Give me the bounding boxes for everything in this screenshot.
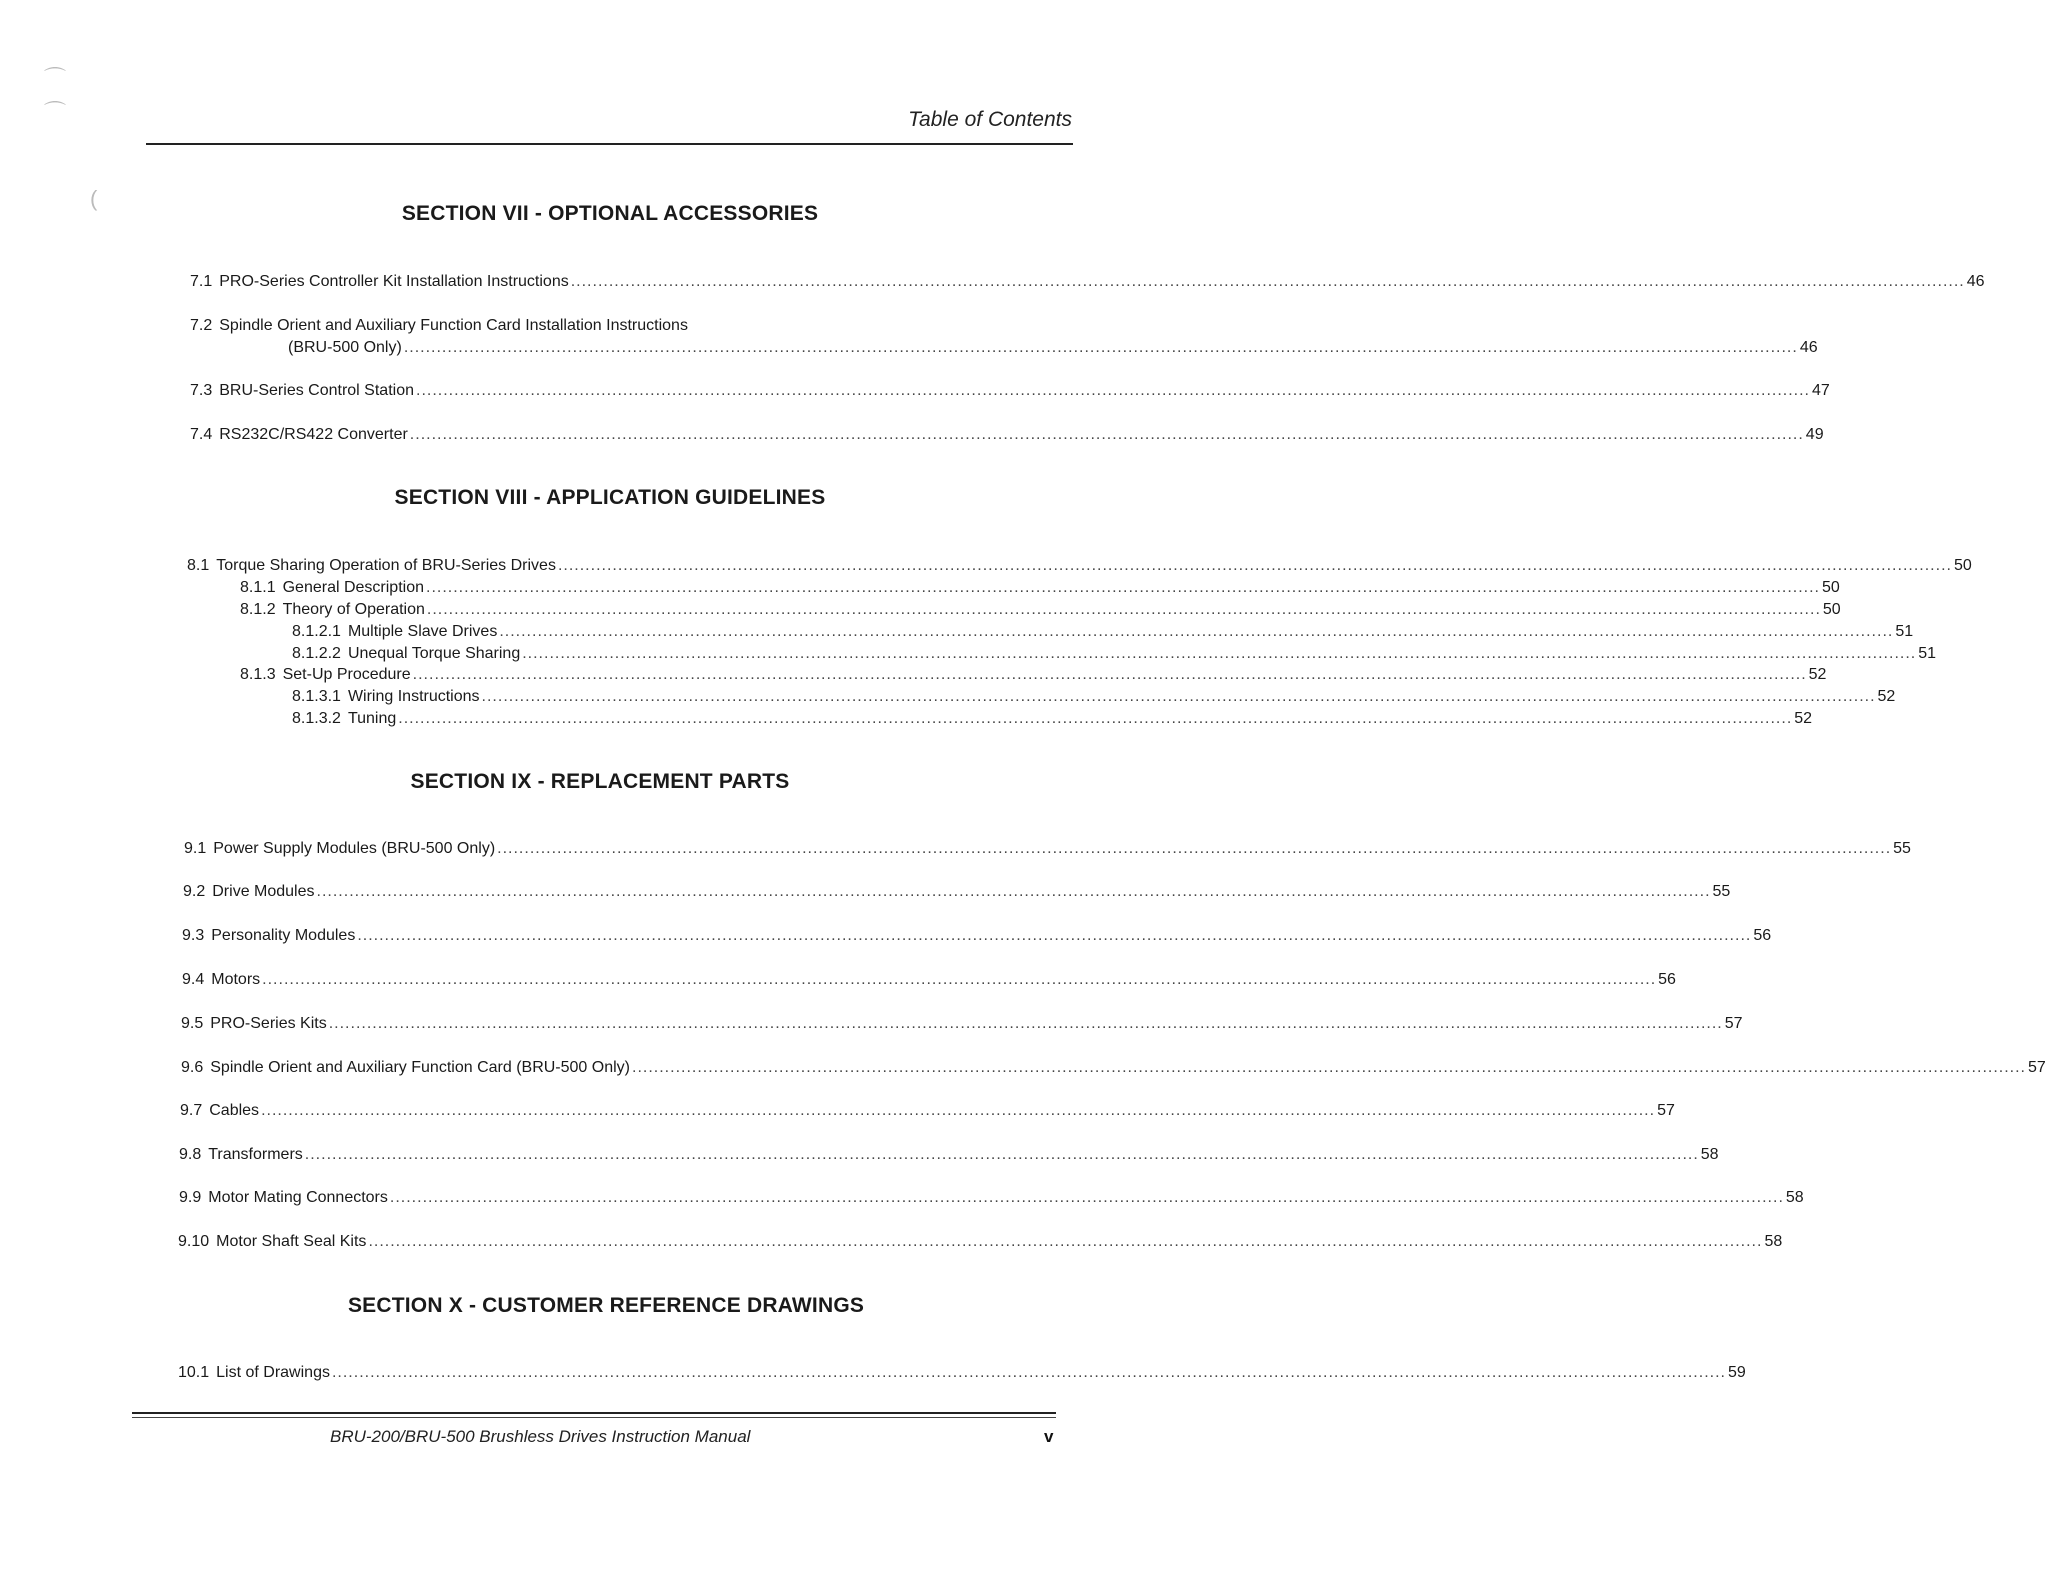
footer-rule xyxy=(132,1412,1056,1414)
toc-entry-number: 7.4 xyxy=(190,426,213,443)
dot-leader: ................................................................................................................................................................................................................................................................ xyxy=(398,710,1793,727)
toc-entry[interactable] xyxy=(292,644,1937,664)
toc-entry-title: Torque Sharing Operation of BRU-Series Drives xyxy=(216,557,556,574)
toc-entry-page: 46 xyxy=(1799,339,1818,356)
toc-entry-page: 57 xyxy=(1657,1102,1675,1119)
toc-entry-number: 8.1 xyxy=(187,557,210,574)
toc-entry-title: Transformers xyxy=(208,1146,303,1163)
page-header-title: Table of Contents xyxy=(908,108,1072,131)
section-heading: SECTION VIII - APPLICATION GUIDELINES xyxy=(394,486,826,509)
dot-leader: ................................................................................................................................................................................................................................................................ xyxy=(403,339,1798,356)
toc-entry-number: 8.1.3.1 xyxy=(292,688,341,705)
dot-leader: ................................................................................................................................................................................................................................................................ xyxy=(416,382,1810,399)
toc-entry-title: Multiple Slave Drives xyxy=(347,623,498,640)
toc-entry-title: Wiring Instructions xyxy=(347,688,480,705)
toc-entry-number: 7.2 xyxy=(190,317,213,334)
toc-entry-number: 9.2 xyxy=(183,883,206,900)
toc-entry-title: General Description xyxy=(282,579,424,596)
toc-entry-page: 52 xyxy=(1794,710,1813,727)
toc-entry-title: RS232C/RS422 Converter xyxy=(219,426,408,443)
dot-leader: ................................................................................................................................................................................................................................................................ xyxy=(261,1102,1656,1119)
toc-entry-title: BRU-Series Control Station xyxy=(219,382,414,399)
dot-leader: ................................................................................................................................................................................................................................................................ xyxy=(481,688,1876,705)
toc-entry-page: 56 xyxy=(1658,971,1676,988)
toc-entry-page: 50 xyxy=(1822,579,1840,596)
section-heading: SECTION IX - REPLACEMENT PARTS xyxy=(410,770,790,793)
toc-entry[interactable] xyxy=(181,1014,1743,1034)
toc-entry-page: 57 xyxy=(1724,1015,1743,1032)
toc-entry[interactable] xyxy=(292,709,1813,729)
toc-entry[interactable] xyxy=(240,578,1840,598)
toc-entry[interactable] xyxy=(240,665,1827,685)
toc-entry-page: 58 xyxy=(1700,1146,1719,1163)
toc-entry-page: 47 xyxy=(1812,382,1830,399)
footer-manual-title: BRU-200/BRU-500 Brushless Drives Instruction Manual xyxy=(330,1427,751,1446)
toc-entry-number: 8.1.2.1 xyxy=(292,623,341,640)
toc-entry-number: 9.3 xyxy=(182,927,205,944)
toc-entry-number: 8.1.2 xyxy=(240,601,276,618)
footer-page-number: v xyxy=(1044,1427,1054,1446)
toc-entry-number: 10.1 xyxy=(178,1364,210,1381)
dot-leader: ................................................................................................................................................................................................................................................................ xyxy=(426,601,1821,618)
footer-rule xyxy=(132,1417,1056,1418)
dot-leader: ................................................................................................................................................................................................................................................................ xyxy=(570,273,1965,290)
toc-entry[interactable] xyxy=(187,556,1972,576)
dot-leader: ................................................................................................................................................................................................................................................................ xyxy=(304,1146,1699,1163)
toc-entry-title: Spindle Orient and Auxiliary Function Card (BRU-500 Only) xyxy=(210,1059,630,1076)
toc-entry[interactable] xyxy=(292,622,1914,642)
dot-leader: ................................................................................................................................................................................................................................................................ xyxy=(632,1059,2026,1076)
dot-leader: ................................................................................................................................................................................................................................................................ xyxy=(357,927,1752,944)
toc-entry-page: 49 xyxy=(1805,426,1824,443)
toc-entry[interactable] xyxy=(178,1232,1783,1252)
section-heading: SECTION X - CUSTOMER REFERENCE DRAWINGS xyxy=(347,1294,865,1317)
toc-entry-title: Unequal Torque Sharing xyxy=(347,645,521,662)
toc-entry-title: Set-Up Procedure xyxy=(282,666,411,683)
toc-entry[interactable] xyxy=(288,338,1818,358)
toc-entry[interactable] xyxy=(183,882,1731,902)
toc-entry-page: 57 xyxy=(2028,1059,2046,1076)
dot-leader: ................................................................................................................................................................................................................................................................ xyxy=(316,883,1711,900)
toc-entry-title: PRO-Series Controller Kit Installation Instructions xyxy=(219,273,569,290)
toc-entry-title: List of Drawings xyxy=(216,1364,330,1381)
toc-entry-number: 8.1.3 xyxy=(240,666,276,683)
toc-entry[interactable] xyxy=(182,926,1772,946)
toc-entry-page: 59 xyxy=(1727,1364,1746,1381)
dot-leader: ................................................................................................................................................................................................................................................................ xyxy=(328,1015,1723,1032)
toc-entry-title-line1: Spindle Orient and Auxiliary Function Card Installation Instructions xyxy=(219,317,688,334)
toc-entry-number: 9.6 xyxy=(181,1059,204,1076)
toc-entry-number: 9.1 xyxy=(184,840,207,857)
toc-entry-wrapped-line xyxy=(190,316,688,336)
toc-entry-page: 51 xyxy=(1918,645,1937,662)
toc-entry-title: Tuning xyxy=(347,710,397,727)
dot-leader: ................................................................................................................................................................................................................................................................ xyxy=(522,645,1917,662)
toc-entry[interactable] xyxy=(190,425,1824,445)
toc-entry-title: Drive Modules xyxy=(212,883,315,900)
toc-entry-page: 56 xyxy=(1753,927,1772,944)
toc-entry-page: 50 xyxy=(1953,557,1972,574)
toc-entry-number: 9.5 xyxy=(181,1015,204,1032)
toc-entry-number: 9.10 xyxy=(178,1233,210,1250)
toc-entry-title: PRO-Series Kits xyxy=(210,1015,327,1032)
dot-leader: ................................................................................................................................................................................................................................................................ xyxy=(497,840,1892,857)
toc-entry-title: Cables xyxy=(209,1102,260,1119)
dot-leader: ................................................................................................................................................................................................................................................................ xyxy=(368,1233,1763,1250)
toc-entry-number: 9.7 xyxy=(180,1102,203,1119)
toc-entry-page: 51 xyxy=(1895,623,1914,640)
toc-entry-page: 52 xyxy=(1808,666,1827,683)
dot-leader: ................................................................................................................................................................................................................................................................ xyxy=(557,557,1952,574)
toc-entry-page: 58 xyxy=(1785,1189,1804,1206)
toc-entry[interactable] xyxy=(292,687,1896,707)
scan-mark: ⌒ xyxy=(44,66,67,91)
toc-entry-number: 7.3 xyxy=(190,382,213,399)
toc-entry[interactable] xyxy=(178,1363,1746,1383)
toc-entry[interactable] xyxy=(184,839,1911,859)
toc-entry-page: 52 xyxy=(1877,688,1896,705)
toc-entry-number: 8.1.2.2 xyxy=(292,645,341,662)
section-heading: SECTION VII - OPTIONAL ACCESSORIES xyxy=(401,202,819,225)
toc-entry-number: 9.8 xyxy=(179,1146,202,1163)
toc-entry[interactable] xyxy=(190,272,1985,292)
dot-leader: ................................................................................................................................................................................................................................................................ xyxy=(499,623,1894,640)
toc-entry-page: 55 xyxy=(1712,883,1731,900)
toc-entry-title: Motors xyxy=(211,971,261,988)
toc-entry-number: 8.1.1 xyxy=(240,579,276,596)
dot-leader: ................................................................................................................................................................................................................................................................ xyxy=(331,1364,1726,1381)
dot-leader: ................................................................................................................................................................................................................................................................ xyxy=(262,971,1657,988)
toc-entry-title: Personality Modules xyxy=(211,927,356,944)
toc-entry-page: 55 xyxy=(1893,840,1911,857)
toc-entry-number: 9.9 xyxy=(179,1189,202,1206)
scan-mark: ( xyxy=(90,186,98,211)
scan-mark: ⌒ xyxy=(44,100,67,125)
toc-entry[interactable] xyxy=(179,1145,1719,1165)
toc-entry-title: Motor Shaft Seal Kits xyxy=(216,1233,367,1250)
toc-entry-title: (BRU-500 Only) xyxy=(288,339,402,356)
toc-entry[interactable] xyxy=(240,600,1841,620)
toc-entry[interactable] xyxy=(181,1058,2046,1078)
toc-entry-page: 50 xyxy=(1822,601,1841,618)
toc-entry-title: Power Supply Modules (BRU-500 Only) xyxy=(213,840,496,857)
dot-leader: ................................................................................................................................................................................................................................................................ xyxy=(409,426,1804,443)
toc-entry-page: 46 xyxy=(1966,273,1985,290)
toc-entry-number: 8.1.3.2 xyxy=(292,710,341,727)
toc-entry-title: Motor Mating Connectors xyxy=(208,1189,388,1206)
toc-entry[interactable] xyxy=(182,970,1676,990)
toc-entry-number: 7.1 xyxy=(190,273,213,290)
header-rule xyxy=(146,143,1073,145)
dot-leader: ................................................................................................................................................................................................................................................................ xyxy=(426,579,1820,596)
toc-entry-number: 9.4 xyxy=(182,971,205,988)
dot-leader: ................................................................................................................................................................................................................................................................ xyxy=(389,1189,1784,1206)
toc-entry[interactable] xyxy=(180,1101,1675,1121)
toc-entry-page: 58 xyxy=(1764,1233,1783,1250)
toc-entry[interactable] xyxy=(190,381,1830,401)
dot-leader: ................................................................................................................................................................................................................................................................ xyxy=(412,666,1807,683)
toc-entry[interactable] xyxy=(179,1188,1804,1208)
toc-entry-title: Theory of Operation xyxy=(282,601,425,618)
